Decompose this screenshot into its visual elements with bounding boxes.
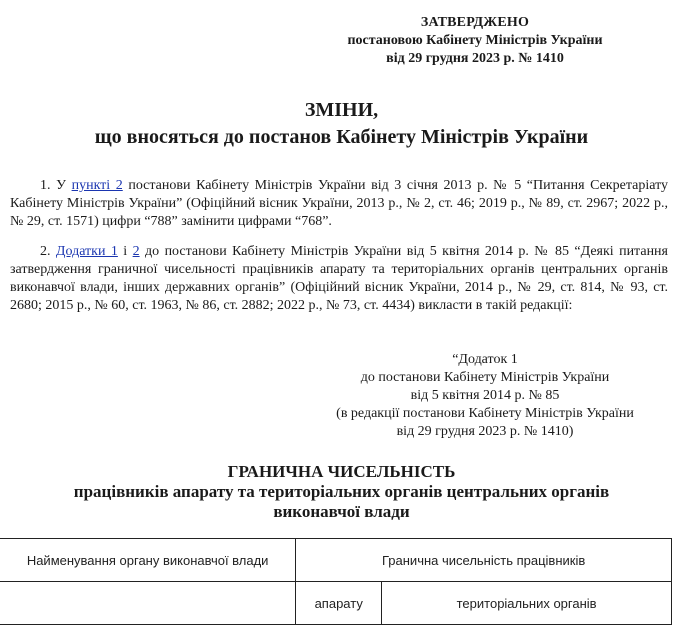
annex-line-1: “Додаток 1: [452, 352, 518, 367]
header-staff-limit: Гранична чисельність працівників: [296, 539, 672, 582]
annex-line-5: від 29 грудня 2023 р. № 1410): [396, 424, 574, 439]
table-subheader-row: [0, 582, 672, 625]
link-clause-2[interactable]: пункті 2: [71, 178, 123, 193]
header-agency-name-empty: [0, 582, 296, 625]
link-annex-2[interactable]: 2: [132, 244, 140, 259]
limit-heading-line-3: виконавчої влади: [273, 502, 410, 521]
approval-line-2: від 29 грудня 2023 р. № 1410: [386, 51, 564, 66]
approval-title: ЗАТВЕРДЖЕНО: [420, 15, 530, 30]
limit-heading-line-1: ГРАНИЧНА ЧИСЕЛЬНІСТЬ: [227, 462, 456, 481]
annex-reference: [300, 351, 670, 441]
paragraph-2-middle: і: [117, 244, 133, 259]
document-heading: [0, 97, 683, 151]
link-annex-1[interactable]: Додатки 1: [55, 244, 118, 259]
header-agency-name: Найменування органу виконавчої влади: [0, 539, 296, 582]
limit-heading: [0, 462, 683, 522]
paragraph-1-text: постанови Кабінету Міністрів України від 3 січня 2013 р. № 5 “Питання Секретаріату Кабінету Міністрів України” (Офіційний вісник України, 2013 р., № 2, ст. 46; 2019 р., № 89, ст. 2967; 2022 р., № 29, ст. 1571) цифри “788” замінити цифрами “768”.: [10, 178, 669, 229]
table-header-row: [0, 539, 672, 582]
annex-line-4: (в редакції постанови Кабінету Міністрів України: [336, 406, 634, 421]
paragraph-2-text: до постанови Кабінету Міністрів України від 5 квітня 2014 р. № 85 “Деякі питання затвердження граничної чисельності працівників апарату та територіальних органів центральних органів виконавчої влади, інших державних органів” (Офіційний вісник України, 2014 р., № 29, ст. 814, № 93, ст. 2680; 2015 р., № 60, ст. 1963, № 86, ст. 2882; 2022 р., № 73, ст. 4434) викласти в такій редакції:: [10, 244, 668, 313]
approval-line-1: постановою Кабінету Міністрів України: [347, 33, 603, 48]
approval-stamp: [320, 14, 630, 68]
annex-line-2: до постанови Кабінету Міністрів України: [360, 370, 610, 385]
heading-line-2: що вносяться до постанов Кабінету Міністрів України: [94, 126, 589, 148]
paragraph-1: [10, 177, 668, 231]
paragraph-2: [10, 243, 668, 315]
paragraph-2-prefix: 2.: [40, 244, 56, 259]
paragraph-1-prefix: 1. У: [40, 178, 72, 193]
annex-line-3: від 5 квітня 2014 р. № 85: [410, 388, 560, 403]
subheader-apparatus: апарату: [296, 582, 382, 625]
limit-heading-line-2: працівників апарату та територіальних органів центральних органів: [73, 482, 610, 501]
heading-line-1: ЗМІНИ,: [304, 99, 379, 121]
limits-table: [0, 538, 672, 625]
subheader-territorial: територіальних органів: [382, 582, 672, 625]
